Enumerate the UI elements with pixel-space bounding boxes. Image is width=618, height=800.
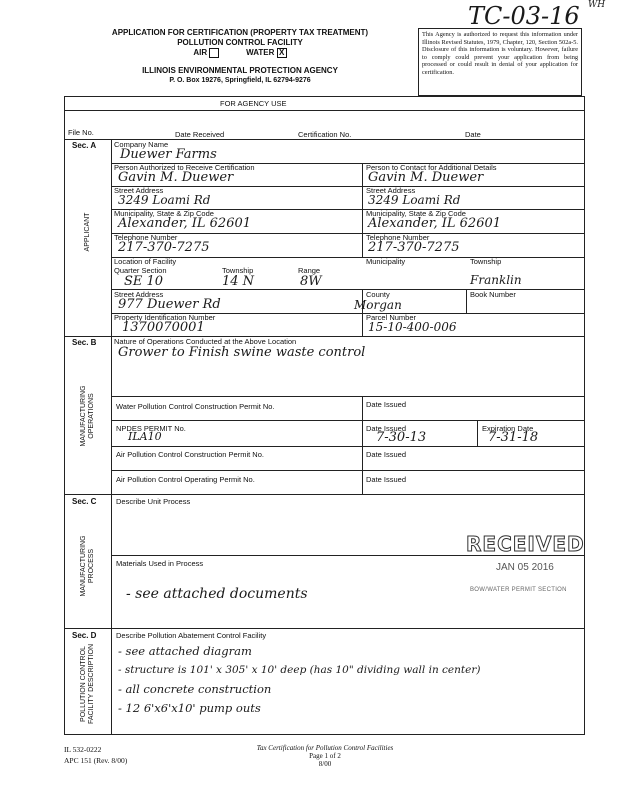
muni1-value[interactable]: Alexander, IL 62601 — [118, 216, 252, 231]
water-checkbox[interactable]: X — [277, 48, 287, 58]
county-label: County — [366, 290, 390, 299]
air-constr-label: Air Pollution Control Construction Permit No. — [116, 450, 264, 459]
water-label: WATER — [246, 48, 275, 58]
tel1-label: Telephone Number — [114, 233, 178, 242]
sec-b-side-label: MANUFACTURING OPERATIONS — [80, 385, 95, 447]
date-issued-3-label: Date Issued — [366, 450, 407, 459]
npdes-label: NPDES PERMIT No. — [116, 424, 186, 433]
company-name-value[interactable]: Duewer Farms — [120, 147, 217, 162]
street2-label: Street Address — [366, 186, 416, 195]
street1-value[interactable]: 3249 Loami Rd — [118, 193, 211, 207]
footer-title: Tax Certification for Pollution Control Facilities — [256, 744, 394, 752]
muni2-value[interactable]: Alexander, IL 62601 — [368, 216, 502, 231]
sec-a-side-label: APPLICANT — [84, 212, 91, 252]
person-contact-value[interactable]: Gavin M. Duewer — [368, 170, 484, 185]
agency-address: P. O. Box 19276, Springfield, IL 62794-9276 — [169, 77, 311, 85]
received-stamp — [466, 532, 584, 612]
parcel-label: Parcel Number — [366, 313, 417, 322]
received-stamp-section: BOW/WATER PERMIT SECTION — [470, 587, 567, 593]
person-auth-value[interactable]: Gavin M. Duewer — [118, 170, 234, 185]
form-number: IL 532-0222 — [64, 745, 102, 754]
agency-name: ILLINOIS ENVIRONMENTAL PROTECTION AGENCY — [142, 66, 338, 76]
form-subtitle: POLLUTION CONTROL FACILITY — [177, 38, 303, 47]
air-label: AIR — [193, 48, 208, 58]
air-water-row — [60, 48, 420, 58]
nature-value[interactable]: Grower to Finish swine waste control — [118, 345, 366, 360]
privacy-notice: This Agency is authorized to request this information under Illinois Revised Statutes, 1979, Chapter, 120, Section 502a-5. Disclosure of this information is voluntary. However, failure to comply could prevent your application from being processed or could result in denial of your application for certification. — [418, 28, 582, 96]
fac-street-value[interactable]: 977 Duewer Rd — [118, 297, 221, 312]
date-issued-2-value[interactable]: 7-30-13 — [376, 430, 427, 445]
received-stamp-text: RECEIVED — [466, 532, 585, 556]
date-issued-4-label: Date Issued — [366, 475, 407, 484]
stamp-suffix: WH — [588, 0, 606, 10]
parcel-value[interactable]: 15-10-400-006 — [368, 320, 457, 334]
sec-c-side-label: MANUFACTURING PROCESS — [80, 535, 95, 597]
date-label: Date — [465, 130, 481, 139]
description-line: - 12 6'x6'x10' pump outs — [118, 701, 261, 715]
book-number-label: Book Number — [470, 290, 516, 299]
township-label: Township — [222, 266, 254, 275]
form-title: APPLICATION FOR CERTIFICATION (PROPERTY TAX TREATMENT) — [111, 28, 369, 37]
range-label: Range — [298, 266, 321, 275]
quarter-value[interactable]: SE 10 — [124, 274, 164, 289]
npdes-value[interactable]: ILA10 — [128, 430, 162, 443]
received-stamp-date: JAN 05 2016 — [496, 562, 554, 573]
person-auth-label: Person Authorized to Receive Certification — [114, 163, 255, 172]
describe-facility-label: Describe Pollution Abatement Control Facility — [116, 631, 267, 640]
township-value[interactable]: 14 N — [222, 274, 255, 289]
quarter-label: Quarter Section — [114, 266, 167, 275]
date-issued-2-label: Date Issued — [366, 424, 407, 433]
footer-rev: 8/00 — [318, 760, 332, 768]
range-value[interactable]: 8W — [300, 274, 322, 289]
footer-page: Page 1 of 2 — [309, 752, 341, 760]
township2-value[interactable]: Franklin — [470, 273, 522, 287]
agency-use-label: FOR AGENCY USE — [220, 99, 287, 108]
cert-no-label: Certification No. — [298, 130, 352, 139]
fac-street-label: Street Address — [114, 290, 164, 299]
sec-a-tag: Sec. A — [72, 141, 97, 150]
form-header — [60, 28, 420, 86]
description-line: - structure is 101' x 305' x 10' deep (has 10" dividing wall in center) — [118, 664, 481, 676]
materials-value[interactable]: - see attached documents — [126, 586, 308, 602]
apc-revision: APC 151 (Rev. 8/00) — [64, 756, 128, 765]
muni1-label: Municipality, State & Zip Code — [114, 209, 214, 218]
description-line: - all concrete construction — [118, 682, 272, 696]
tel2-value[interactable]: 217-370-7275 — [368, 240, 460, 255]
date-received-label: Date Received — [175, 130, 225, 139]
description-line: - see attached diagram — [118, 644, 252, 658]
street2-value[interactable]: 3249 Loami Rd — [368, 193, 461, 207]
muni2-label: Municipality, State & Zip Code — [366, 209, 466, 218]
facility-description[interactable] — [118, 642, 582, 718]
location-label: Location of Facility — [114, 257, 177, 266]
air-checkbox[interactable] — [209, 48, 219, 58]
municipality-label: Municipality — [366, 257, 406, 266]
sec-c-tag: Sec. C — [72, 497, 97, 506]
township2-label: Township — [470, 257, 502, 266]
tel1-value[interactable]: 217-370-7275 — [118, 240, 210, 255]
pin-label: Property Identification Number — [114, 313, 216, 322]
pin-value[interactable]: 1370070001 — [122, 320, 205, 335]
air-oper-label: Air Pollution Control Operating Permit No. — [116, 475, 255, 484]
sec-d-tag: Sec. D — [72, 631, 97, 640]
nature-label: Nature of Operations Conducted at the Above Location — [114, 337, 297, 346]
water-permit-label: Water Pollution Control Construction Permit No. — [116, 402, 275, 411]
county-value[interactable]: Morgan — [354, 298, 402, 312]
date-issued-1-label: Date Issued — [366, 400, 407, 409]
footer-left — [64, 744, 127, 766]
expiration-label: Expiration Date — [482, 424, 534, 433]
sec-b-tag: Sec. B — [72, 338, 97, 347]
file-no-label: File No. — [68, 128, 94, 137]
unit-process-label: Describe Unit Process — [116, 497, 191, 506]
stamp-tc-number: TC-03-16 — [468, 2, 580, 30]
sec-d-side-label: POLLUTION CONTROL FACILITY DESCRIPTION — [80, 644, 95, 724]
tel2-label: Telephone Number — [366, 233, 430, 242]
person-contact-label: Person to Contact for Additional Details — [366, 163, 497, 172]
footer-center — [200, 744, 450, 768]
expiration-value[interactable]: 7-31-18 — [488, 430, 539, 445]
street1-label: Street Address — [114, 186, 164, 195]
materials-label: Materials Used in Process — [116, 559, 204, 568]
company-name-label: Company Name — [114, 140, 169, 149]
